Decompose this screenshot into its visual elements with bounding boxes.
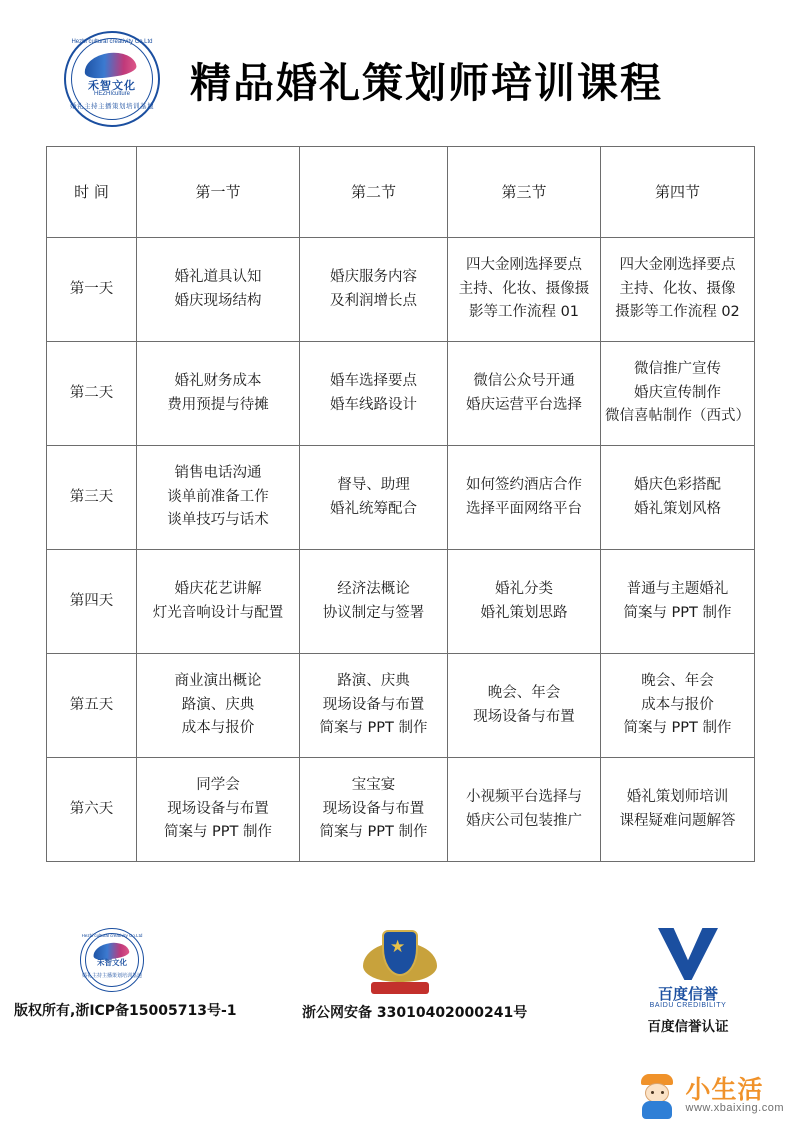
footer-badges xyxy=(0,918,800,1035)
session-cell xyxy=(601,550,755,654)
session-cell-line: 如何签约酒店合作 xyxy=(466,477,582,494)
session-cell xyxy=(300,550,448,654)
logo-brand-sub: 婚礼主持主播策划培训基地 xyxy=(70,102,154,110)
watermark-text xyxy=(686,1077,784,1115)
session-cell-line: 晚会、年会 xyxy=(641,673,714,690)
baidu-v-shape xyxy=(658,928,718,980)
session-cell-line: 主持、化妆、摄像摄 xyxy=(458,280,590,297)
table-body xyxy=(47,238,755,862)
session-cell-line: 婚礼统筹配合 xyxy=(330,500,417,517)
column-header-session-4: 第四节 xyxy=(601,147,755,238)
watermark-face xyxy=(645,1083,669,1103)
session-cell-line: 微信喜帖制作（西式） xyxy=(605,408,750,425)
session-cell-line: 谈单前准备工作 xyxy=(167,488,269,505)
day-label: 第四天 xyxy=(47,550,137,654)
schedule-table-wrapper xyxy=(46,146,754,862)
session-cell-line: 简案与 PPT 制作 xyxy=(163,824,273,841)
session-cell-line: 现场设备与布置 xyxy=(473,708,575,725)
table-row xyxy=(47,758,755,862)
police-badge xyxy=(302,926,528,1022)
session-cell xyxy=(448,238,601,342)
session-cell xyxy=(137,238,300,342)
session-cell-line: 婚庆现场结构 xyxy=(174,292,262,309)
session-cell xyxy=(448,654,601,758)
day-label: 第一天 xyxy=(47,238,137,342)
session-cell-line: 现场设备与布置 xyxy=(322,800,425,817)
session-cell xyxy=(300,238,448,342)
icp-badge xyxy=(14,926,237,1020)
session-cell-line: 主持、化妆、摄像 xyxy=(619,280,736,297)
session-cell xyxy=(601,758,755,862)
company-logo xyxy=(60,27,164,131)
session-cell-line: 成本与报价 xyxy=(641,696,714,713)
day-label: 第二天 xyxy=(47,342,137,446)
table-header-row xyxy=(47,147,755,238)
session-cell-line: 费用预提与待摊 xyxy=(167,396,269,413)
watermark-title: 小生活 xyxy=(685,1075,764,1105)
table-header xyxy=(47,147,755,238)
session-cell-line: 现场设备与布置 xyxy=(167,800,269,817)
session-cell-line: 协议制定与签署 xyxy=(322,604,425,621)
column-header-session-2: 第二节 xyxy=(300,147,448,238)
baidu-v-icon xyxy=(642,926,734,982)
baidu-cred-cn: 百度信誉 xyxy=(657,985,718,1003)
session-cell-line: 路演、庆典 xyxy=(181,696,255,713)
schedule-table xyxy=(46,146,755,862)
session-cell-line: 婚庆公司包装推广 xyxy=(466,812,582,829)
session-cell-line: 婚庆服务内容 xyxy=(330,269,417,286)
session-cell-line: 课程疑难问题解答 xyxy=(619,812,736,829)
session-cell-line: 影等工作流程 01 xyxy=(468,304,580,321)
session-cell-line: 婚庆运营平台选择 xyxy=(466,396,582,413)
day-label: 第五天 xyxy=(47,654,137,758)
session-cell-line: 灯光音响设计与配置 xyxy=(152,604,284,621)
footer-logo-arc-text: Hezhi cultural creativity Co.Ltd xyxy=(81,933,143,938)
session-cell-line: 婚礼策划风格 xyxy=(634,500,721,517)
session-cell-line: 婚车选择要点 xyxy=(330,373,417,390)
watermark-eye-left xyxy=(651,1091,654,1094)
session-cell-line: 四大金刚选择要点 xyxy=(619,257,736,274)
session-cell-line: 四大金刚选择要点 xyxy=(466,257,582,274)
baidu-caption[interactable]: 百度信誉认证 xyxy=(647,1019,729,1035)
day-label: 第三天 xyxy=(47,446,137,550)
table-row xyxy=(47,342,755,446)
table-row xyxy=(47,446,755,550)
column-header-session-3: 第三节 xyxy=(448,147,601,238)
page-footer xyxy=(0,918,800,1068)
icp-caption[interactable]: 版权所有,浙ICP备15005713号-1 xyxy=(14,1003,237,1019)
session-cell xyxy=(300,446,448,550)
watermark-body xyxy=(642,1101,672,1119)
column-header-time: 时 间 xyxy=(47,147,137,238)
session-cell-line: 微信公众号开通 xyxy=(473,373,575,390)
session-cell-line: 婚庆花艺讲解 xyxy=(174,581,262,598)
logo-brand-en: HEZHIculture xyxy=(93,91,130,97)
session-cell-line: 晚会、年会 xyxy=(487,685,561,702)
session-cell-line: 婚礼策划师培训 xyxy=(626,789,729,806)
page-title: 精品婚礼策划师培训课程 xyxy=(190,58,663,107)
police-star-icon: ★ xyxy=(390,937,406,957)
session-cell xyxy=(300,758,448,862)
logo-brand-cn: 禾智文化 xyxy=(88,79,136,92)
footer-company-logo xyxy=(78,926,146,994)
table-row xyxy=(47,654,755,758)
session-cell-line: 选择平面网络平台 xyxy=(466,500,582,517)
session-cell xyxy=(601,342,755,446)
session-cell-line: 微信推广宣传 xyxy=(634,361,721,378)
footer-logo-brand-cn: 禾智文化 xyxy=(97,958,127,967)
session-cell-line: 经济法概论 xyxy=(337,581,410,598)
session-cell-line: 婚礼财务成本 xyxy=(174,373,262,390)
session-cell xyxy=(137,550,300,654)
column-header-session-1: 第一节 xyxy=(137,147,300,238)
session-cell-line: 同学会 xyxy=(196,777,240,794)
session-cell-line: 婚庆色彩搭配 xyxy=(634,477,721,494)
session-cell-line: 路演、庆典 xyxy=(337,673,410,690)
watermark-character-icon xyxy=(636,1072,678,1120)
session-cell xyxy=(137,446,300,550)
session-cell-line: 简案与 PPT 制作 xyxy=(623,604,732,621)
footer-logo-brand-sub: 婚礼主持主播策划培训基地 xyxy=(81,973,142,979)
session-cell-line: 婚礼分类 xyxy=(495,581,553,598)
session-cell xyxy=(300,342,448,446)
logo-arc-text: Hezhi cultural creativity Co.Ltd xyxy=(71,39,153,45)
session-cell xyxy=(601,238,755,342)
session-cell xyxy=(448,758,601,862)
watermark-eye-right xyxy=(661,1091,664,1094)
session-cell xyxy=(448,550,601,654)
session-cell-line: 成本与报价 xyxy=(181,720,255,737)
session-cell-line: 谈单技巧与话术 xyxy=(167,512,269,529)
session-cell-line: 摄影等工作流程 02 xyxy=(615,304,740,321)
site-watermark xyxy=(636,1072,784,1120)
session-cell-line: 商业演出概论 xyxy=(174,673,262,690)
session-cell-line: 简案与 PPT 制作 xyxy=(319,720,428,737)
session-cell-line: 婚车线路设计 xyxy=(330,396,417,413)
session-cell-line: 简案与 PPT 制作 xyxy=(623,720,732,737)
session-cell-line: 普通与主题婚礼 xyxy=(626,581,729,598)
police-caption[interactable]: 浙公网安备 33010402000241号 xyxy=(302,1005,528,1021)
session-cell-line: 督导、助理 xyxy=(337,477,410,494)
police-emblem-icon xyxy=(363,926,437,996)
baidu-cred-en: BAIDU CREDIBILITY xyxy=(649,1002,727,1009)
session-cell-line: 婚庆宣传制作 xyxy=(634,384,721,401)
session-cell-line: 简案与 PPT 制作 xyxy=(319,824,428,841)
police-banner xyxy=(371,982,429,994)
session-cell-line: 小视频平台选择与 xyxy=(466,789,582,806)
session-cell-line: 销售电话沟通 xyxy=(174,465,262,482)
session-cell-line: 婚礼策划思路 xyxy=(480,604,568,621)
session-cell xyxy=(448,446,601,550)
day-label: 第六天 xyxy=(47,758,137,862)
session-cell-line: 婚礼道具认知 xyxy=(174,269,262,286)
session-cell-line: 现场设备与布置 xyxy=(322,696,425,713)
baidu-credibility-badge xyxy=(590,926,786,1035)
watermark-url: www.xbaixing.com xyxy=(685,1102,784,1115)
table-row xyxy=(47,238,755,342)
table-row xyxy=(47,550,755,654)
session-cell xyxy=(137,758,300,862)
session-cell xyxy=(448,342,601,446)
session-cell-line: 及利润增长点 xyxy=(330,292,417,309)
session-cell xyxy=(601,654,755,758)
session-cell xyxy=(137,654,300,758)
session-cell xyxy=(137,342,300,446)
session-cell xyxy=(300,654,448,758)
session-cell xyxy=(601,446,755,550)
session-cell-line: 宝宝宴 xyxy=(351,777,396,794)
page-header xyxy=(0,0,800,110)
